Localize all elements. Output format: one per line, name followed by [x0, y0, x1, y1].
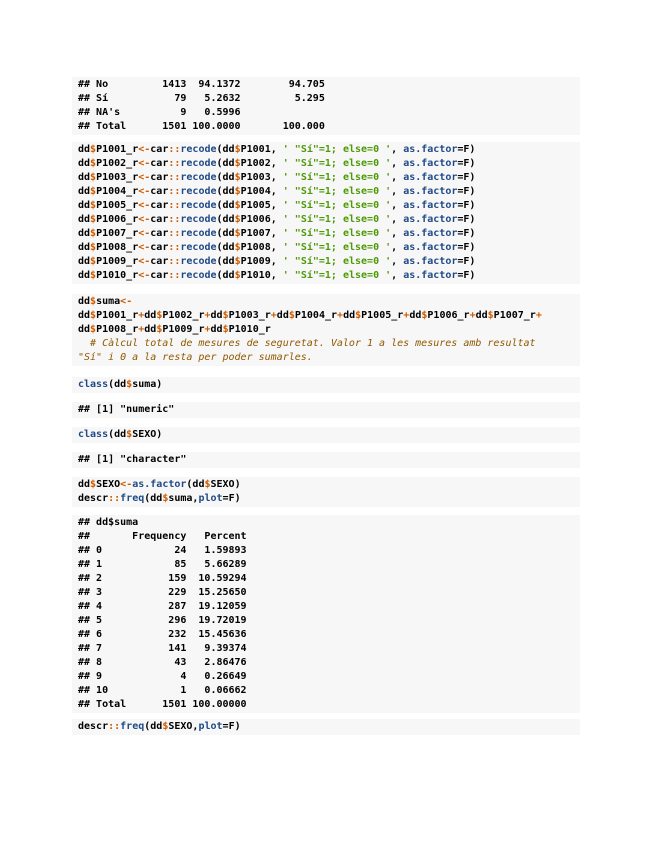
recode-code-block [72, 142, 580, 284]
freq-sexo-block [72, 719, 580, 735]
recode-line: dd$P1005_r<-car::recode(dd$P1005, ' "Sí"=1; else=0 ', as.factor=F) [78, 200, 476, 211]
recode-line: dd$P1008_r<-car::recode(dd$P1008, ' "Sí"=1; else=0 ', as.factor=F) [78, 242, 476, 253]
factor-freq-block [72, 477, 580, 507]
code-line: class(dd$SEXO) [78, 429, 163, 440]
code-line [78, 295, 580, 309]
code-line: dd$P1008_r+dd$P1009_r+dd$P1010_r [78, 324, 271, 335]
code-line: descr::freq(dd$suma,plot=F) [78, 493, 241, 504]
suma-assign-target: dd$suma<- [78, 296, 133, 307]
recode-line: dd$P1009_r<-car::recode(dd$P1009, ' "Sí"=1; else=0 ', as.factor=F) [78, 256, 476, 267]
freq-table-row: ## 6 232 15.45636 [78, 629, 247, 640]
output-line: ## No 1413 94.1372 94.705 [78, 79, 325, 90]
recode-line: dd$P1001_r<-car::recode(dd$P1001, ' "Sí"=1; else=0 ', as.factor=F) [78, 144, 476, 155]
freq-table-row: ## 10 1 0.06662 [78, 685, 247, 696]
suma-code-block [72, 294, 580, 366]
output-line: ## [1] "numeric" [78, 404, 175, 415]
freq-table-row: ## 7 141 9.39374 [78, 643, 247, 654]
freq-table-row: ## Frequency Percent [78, 531, 247, 542]
freq-table-row: ## 4 287 19.12059 [78, 601, 247, 612]
code-line: class(dd$suma) [78, 379, 163, 390]
class-sexo-block [72, 427, 580, 443]
class-sexo-output [72, 452, 580, 468]
output-line: ## Total 1501 100.0000 100.000 [78, 121, 325, 132]
code-line: dd$SEXO<-as.factor(dd$SEXO) [78, 479, 241, 490]
code-line: dd$P1001_r+dd$P1002_r+dd$P1003_r+dd$P1004_r+dd$P1005_r+dd$P1006_r+dd$P1007_r+ [78, 310, 542, 321]
freq-table-row: ## 8 43 2.86476 [78, 657, 247, 668]
freq-table-row: ## 9 4 0.26649 [78, 671, 247, 682]
output-table-top [72, 77, 580, 135]
freq-table-row: ## 5 296 19.72019 [78, 615, 247, 626]
output-line: ## [1] "character" [78, 454, 187, 465]
code-line: descr::freq(dd$SEXO,plot=F) [78, 721, 241, 732]
class-suma-output [72, 402, 580, 418]
recode-line: dd$P1003_r<-car::recode(dd$P1003, ' "Sí"=1; else=0 ', as.factor=F) [78, 172, 476, 183]
comment-line: # Càlcul total de mesures de seguretat. Valor 1 a les mesures amb resultat [78, 338, 536, 349]
recode-line: dd$P1002_r<-car::recode(dd$P1002, ' "Sí"=1; else=0 ', as.factor=F) [78, 158, 476, 169]
comment-line: "Sí" i 0 a la resta per poder sumarles. [78, 352, 313, 363]
recode-line: dd$P1004_r<-car::recode(dd$P1004, ' "Sí"=1; else=0 ', as.factor=F) [78, 186, 476, 197]
freq-output-block [72, 515, 580, 713]
output-line: ## NA's 9 0.5996 [78, 107, 241, 118]
freq-table-row: ## 2 159 10.59294 [78, 573, 247, 584]
recode-line: dd$P1006_r<-car::recode(dd$P1006, ' "Sí"=1; else=0 ', as.factor=F) [78, 214, 476, 225]
recode-line: dd$P1010_r<-car::recode(dd$P1010, ' "Sí"=1; else=0 ', as.factor=F) [78, 270, 476, 281]
class-suma-block [72, 377, 580, 393]
freq-table-row: ## Total 1501 100.00000 [78, 699, 247, 710]
freq-table-row: ## 1 85 5.66289 [78, 559, 247, 570]
freq-table-row: ## 3 229 15.25650 [78, 587, 247, 598]
freq-table-row: ## dd$suma [78, 517, 139, 528]
recode-line: dd$P1007_r<-car::recode(dd$P1007, ' "Sí"=1; else=0 ', as.factor=F) [78, 228, 476, 239]
freq-table-row: ## 0 24 1.59893 [78, 545, 247, 556]
output-line: ## Sí 79 5.2632 5.295 [78, 93, 325, 104]
